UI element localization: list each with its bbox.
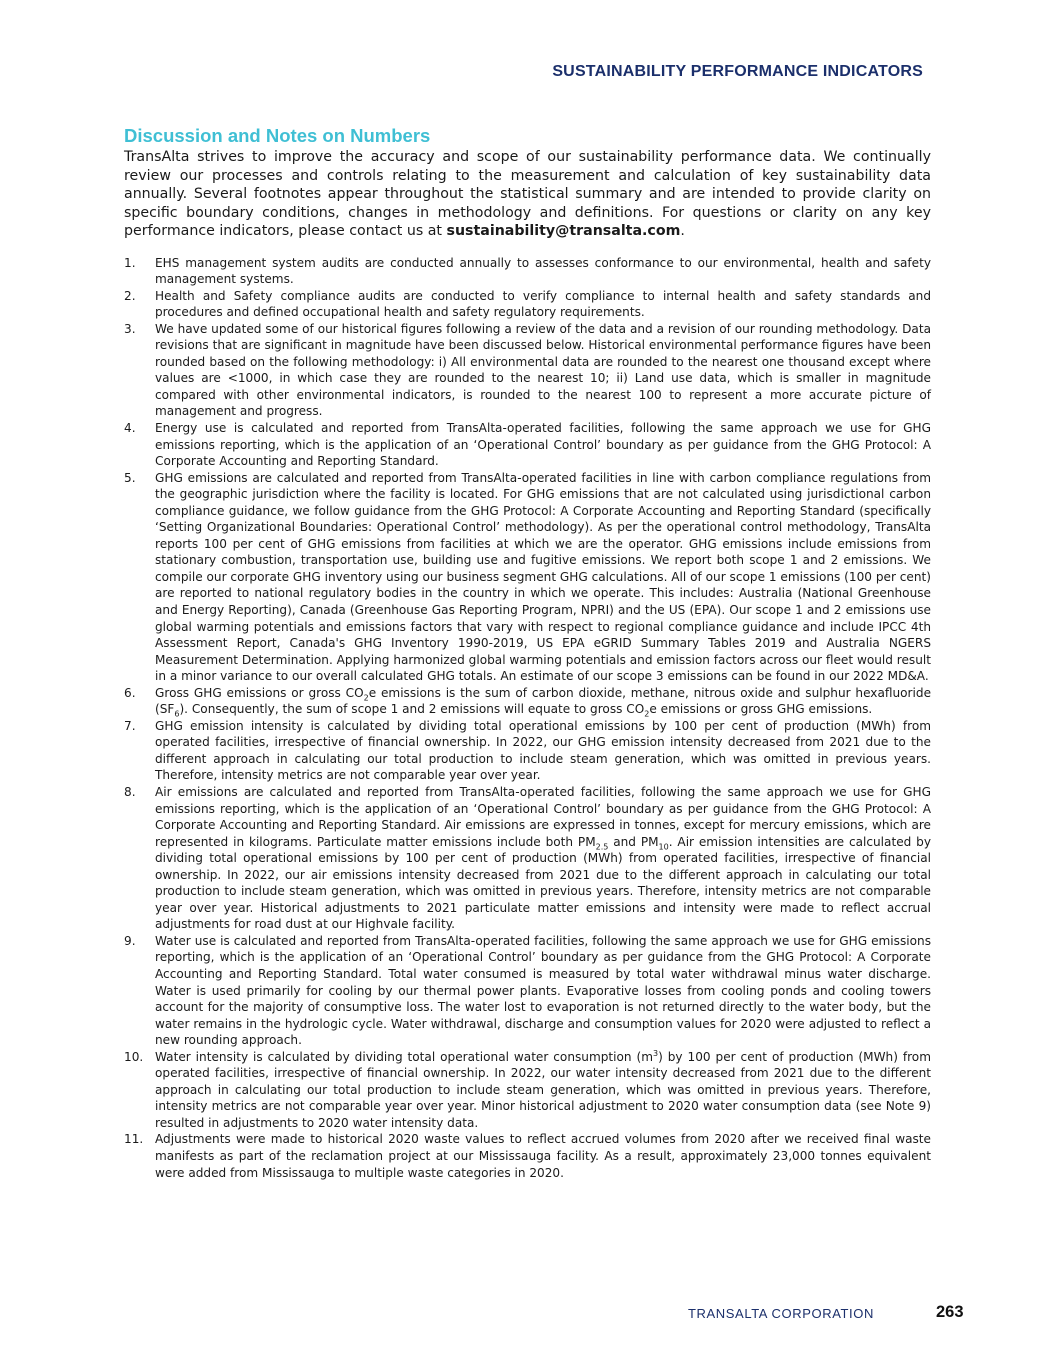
note-2 <box>124 288 931 321</box>
note-1 <box>124 255 931 288</box>
note-text-part: ). Consequently, the sum of scope 1 and 2 emissions will equate to gross CO <box>179 702 645 717</box>
note-number: 9. <box>124 933 136 948</box>
note-number: 3. <box>124 321 136 336</box>
subscript: 10 <box>658 842 669 852</box>
notes-list <box>124 255 931 1182</box>
note-text-part: Water intensity is calculated by dividing total operational water consumption (m <box>155 1049 654 1064</box>
note-number: 8. <box>124 785 136 799</box>
note-9 <box>124 933 931 1049</box>
intro-paragraph <box>124 148 931 241</box>
note-text: Energy use is calculated and reported from TransAlta-operated facilities, following the same approach we use for GHG emissions reporting, which is the application of an ‘Operational Control’ boundary as per guidance from the GHG Protocol: A Corporate Accounting and Reporting Standard. <box>155 420 931 469</box>
note-10 <box>124 1049 931 1132</box>
note-text: GHG emission intensity is calculated by dividing total operational emissions by 100 per cent of production (MWh) from operated facilities, irrespective of financial ownership. In 2022, our GHG emission intensity decreased from 2021 due to the different approach in calculating our total production to include steam generation, which was omitted in previous years. Therefore, intensity metrics are not comparable year over year. <box>155 718 931 783</box>
note-number: 2. <box>124 288 136 303</box>
note-text: Water use is calculated and reported from TransAlta-operated facilities, following the same approach we use for GHG emissions reporting, which is the application of an ‘Operational Control’ boundary as per guidance from the GHG Protocol: A Corporate Accounting and Reporting Standard. Total water consumed is measured by total water withdrawal minus water discharge. Water is used primarily for cooling by our thermal power plants. Evaporative losses from cooling ponds and cooling towers account for the majority of consumptive loss. The water lost to evaporation is not returned directly to the water body, but the water remains in the hydrologic cycle. Water withdrawal, discharge and consumption values for 2020 were adjusted to reflect a new rounding approach. <box>155 933 931 1048</box>
note-7 <box>124 718 931 784</box>
intro-end: . <box>680 223 685 239</box>
note-number: 5. <box>124 470 136 485</box>
note-text-part: e emissions is the sum of carbon dioxide, methane, nitrous oxide and sulphur hexafluoride (SF <box>155 685 932 717</box>
note-5 <box>124 470 931 685</box>
intro-text: TransAlta strives to improve the accuracy and scope of our sustainability performance data. We continually review our processes and controls relating to the measurement and calculation of key sustainability data annually. Several footnotes appear throughout the statistical summary and are intended to provide clarity on specific boundary conditions, changes in methodology and definitions. For questions or clarity on any key performance indicators, please contact us at <box>124 149 931 239</box>
note-text-part: Air emissions are calculated and reported from TransAlta-operated facilities, following the same approach we use for GHG emissions reporting, which is the application of an ‘Operational Control’ boundary as per guidance from the GHG Protocol: A Corporate Accounting and Reporting Standard. Air emissions are expressed in tonnes, except for mercury emissions, which are represented in kilograms. Particulate matter emissions include both PM <box>155 785 931 849</box>
note-text-part: . Air emission intensities are calculated by dividing total operational emissions by 100 per cent of production (MWh) from operated facilities, irrespective of financial ownership. In 2022, our air emissions intensity decreased from 2021 due to the different approach in calculating our total production to include steam generation, which was omitted in previous years. Therefore, intensity metrics are not comparable year over year. Historical adjustments to 2021 particulate matter emissions and intensity were made to reflect accrual adjustments for road dust at our Highvale facility. <box>155 834 931 932</box>
note-text: Adjustments were made to historical 2020 waste values to reflect accrued volumes from 2020 after we received final waste manifests as part of the reclamation project at our Mississauga facility. As a result, approximately 23,000 tonnes equivalent were added from Mississauga to multiple waste categories in 2020. <box>155 1132 931 1180</box>
note-text: EHS management system audits are conducted annually to assesses conformance to our environmental, health and safety management systems. <box>155 255 931 287</box>
note-3 <box>124 321 931 420</box>
note-text-part: and PM <box>608 834 659 849</box>
note-number: 6. <box>124 685 136 700</box>
subscript: 2 <box>644 709 650 719</box>
footer-company-name: TRANSALTA CORPORATION <box>688 1306 874 1321</box>
note-6 <box>124 685 931 718</box>
note-text: We have updated some of our historical figures following a review of the data and a revision of our rounding methodology. Data revisions that are significant in magnitude have been discussed below. Historical environmental performance figures have been rounded based on the following methodology: i) All environmental data are rounded to the nearest one thousand except where values are <1000, in which case they are rounded to the nearest 10; ii) Land use data, which is smaller in magnitude compared with other environmental indicators, is rounded to the nearest 100 to represent a more accurate picture of management and progress. <box>155 321 931 419</box>
note-number: 7. <box>124 718 136 733</box>
section-title: Discussion and Notes on Numbers <box>124 125 431 146</box>
note-text-part: Gross GHG emissions or gross CO <box>155 685 364 700</box>
note-text: GHG emissions are calculated and reported from TransAlta-operated facilities in line with carbon compliance regulations from the geographic jurisdiction where the facility is located. For GHG emissions that are not calculated using jurisdictional carbon compliance guidance, we follow guidance from the GHG Protocol: A Corporate Accounting and Reporting Standard (specifically ‘Setting Organizational Boundaries: Operational Control’ methodology). As per the operational control methodology, TransAlta reports 100 per cent of GHG emissions from facilities at which we are the operator. GHG emissions include emissions from stationary combustion, transportation use, building use and fugitive emissions. We report both scope 1 and 2 emissions. We compile our corporate GHG inventory using our business segment GHG calculations. All of our scope 1 emissions (100 per cent) are reported to national regulatory bodies in the country in which we operate. This includes: Australia (National Greenhouse and Energy Reporting), Canada (Greenhouse Gas Reporting Program, NPRI) and the US (EPA). Our scope 1 and 2 emissions use global warming potentials and emissions factors that vary with respect to regional compliance guidance and include IPCC 4th Assessment Report, Canada's GHG Inventory 1990-2019, US EPA eGRID Summary Tables 2019 and Australia NGERS Measurement Determination. Applying harmonized global warming potentials and emission factors across our fleet would result in a minor variance to our overall calculated GHG totals. An estimate of our scope 3 emissions can be found in our 2022 MD&A. <box>155 470 931 684</box>
note-number: 11. <box>124 1132 144 1147</box>
subscript: 6 <box>174 709 180 719</box>
note-number: 10. <box>124 1049 144 1064</box>
superscript: 3 <box>653 1048 659 1058</box>
note-text-part: ) by 100 per cent of production (MWh) from operated facilities, irrespective of financial ownership. In 2022, our water intensity decreased from 2021 due to the different approach in calculating our total production to include steam generation, which was omitted in previous years. Therefore, intensity metrics are not comparable year over year. Minor historical adjustment to 2020 water consumption data (see Note 9) resulted in adjustments to 2020 water intensity data. <box>155 1049 931 1130</box>
page-number: 263 <box>936 1303 964 1321</box>
note-4 <box>124 420 931 470</box>
note-text: Health and Safety compliance audits are conducted to verify compliance to internal health and safety standards and procedures and defined occupational health and safety regulatory requirements. <box>155 288 931 320</box>
subscript: 2 <box>363 693 369 703</box>
discussion-section <box>124 124 931 1181</box>
subscript: 2.5 <box>595 842 609 852</box>
note-number: 1. <box>124 255 136 270</box>
page-header-title: SUSTAINABILITY PERFORMANCE INDICATORS <box>552 63 923 80</box>
note-11 <box>124 1131 931 1181</box>
contact-email-link[interactable]: sustainability@transalta.com <box>446 223 681 239</box>
note-8 <box>124 784 931 933</box>
note-text-part: e emissions or gross GHG emissions. <box>649 702 873 717</box>
note-number: 4. <box>124 420 136 435</box>
